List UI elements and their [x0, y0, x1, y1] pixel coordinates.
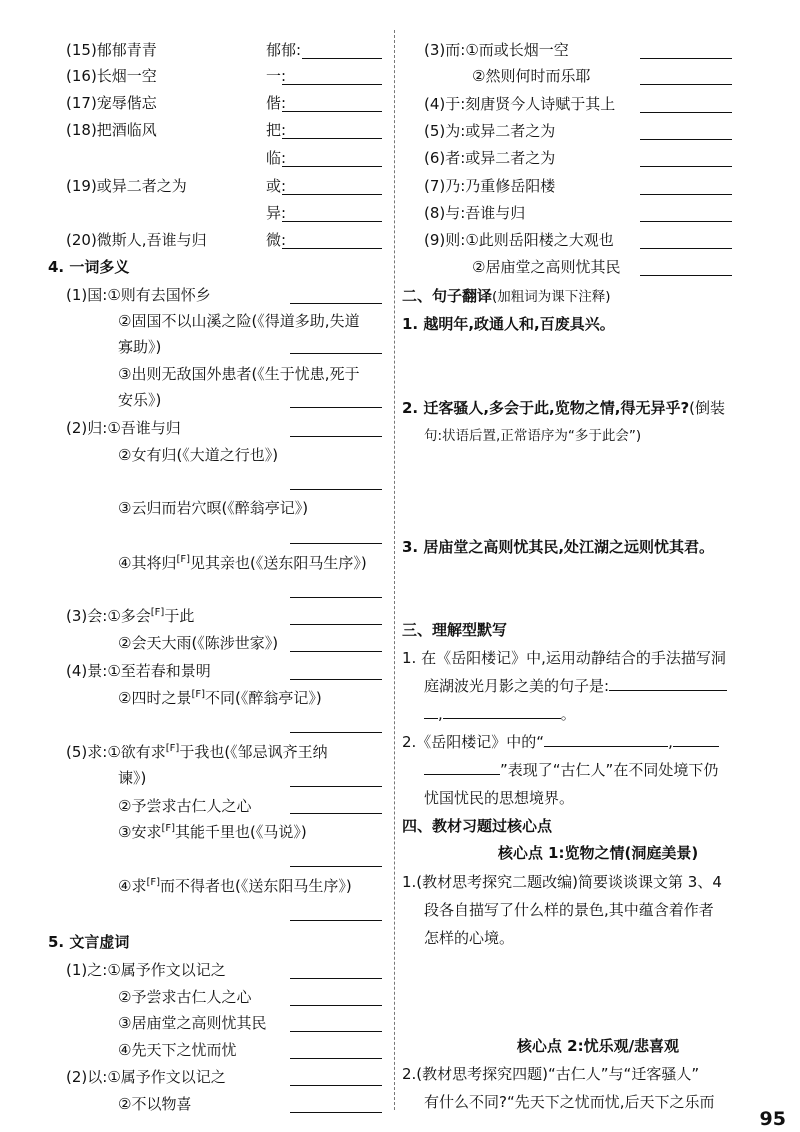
poly-hui-a: (3)会:①多会[F]于此: [66, 607, 195, 625]
vocab-19-key2: 异:: [266, 204, 287, 222]
answer-blank[interactable]: [290, 786, 382, 787]
poly-qiu-b: ②予尝求古仁人之心: [118, 797, 252, 815]
exercise-1b: 段各自描写了什么样的景色,其中蕴含着作者: [424, 901, 714, 919]
answer-blank[interactable]: [290, 679, 382, 680]
answer-blank[interactable]: [640, 248, 732, 249]
xuci-nai: (7)乃:乃重修岳阳楼: [424, 177, 556, 195]
footnote-mark: [F]: [176, 554, 191, 565]
footnote-mark: [F]: [161, 823, 176, 834]
answer-blank[interactable]: [290, 1005, 382, 1006]
poly-gui-c: ③云归而岩穴暝(《醉翁亭记》): [118, 499, 309, 517]
dictation-q2a: 2.《岳阳楼记》中的“ ,: [402, 732, 719, 752]
xuci-ze-2: ②居庙堂之高则忧其民: [472, 258, 621, 276]
poly-qiu-d: ④求[F]而不得者也(《送东阳马生序》): [118, 877, 352, 895]
vocab-20-key: 微:: [266, 231, 287, 249]
xuci-yu: (4)于:刻唐贤今人诗赋于其上: [424, 95, 616, 113]
answer-blank[interactable]: [443, 718, 561, 719]
answer-blank[interactable]: [609, 690, 727, 691]
xuci-yu2: (8)与:吾谁与归: [424, 204, 526, 222]
vocab-18-key2: 临:: [266, 149, 287, 167]
poly-guo-b1: ②固国不以山溪之险(《得道多助,失道: [118, 312, 360, 330]
exercise-2a: 2.(教材思考探究四题)“古仁人”与“迁客骚人”: [402, 1065, 700, 1083]
poly-jing-b: ②四时之景[F]不同(《醉翁亭记》): [118, 689, 322, 707]
translate-q2-note: 句:状语后置,正常语序为“多于此会”): [424, 428, 642, 444]
answer-blank[interactable]: [290, 920, 382, 921]
translate-q3: 3. 居庙堂之高则忧其民,处江湖之远则忧其君。: [402, 538, 715, 556]
answer-blank[interactable]: [302, 58, 382, 59]
exercise-1c: 怎样的心境。: [424, 929, 515, 947]
exercise-2b: 有什么不同?“先天下之忧而忧,后天下之乐而: [424, 1093, 715, 1111]
answer-blank[interactable]: [673, 746, 719, 747]
xuci-zhi-4: ④先天下之忧而忧: [118, 1041, 237, 1059]
answer-blank[interactable]: [290, 1085, 382, 1086]
vocab-18: (18)把酒临风: [66, 121, 157, 139]
dictation-q2c: 忧国忧民的思想境界。: [424, 789, 575, 807]
answer-blank[interactable]: [640, 58, 732, 59]
translate-q2: 2. 迁客骚人,多会于此,览物之情,得无异乎?(倒装: [402, 399, 726, 417]
translate-q1: 1. 越明年,政通人和,百废具兴。: [402, 315, 615, 333]
poly-hui-b: ②会天大雨(《陈涉世家》): [118, 634, 279, 652]
answer-blank[interactable]: [290, 651, 382, 652]
poly-guo-b2: 寡助》): [118, 338, 162, 356]
xuci-ze-1: (9)则:①此则岳阳楼之大观也: [424, 231, 614, 249]
answer-blank[interactable]: [290, 1058, 382, 1059]
answer-blank[interactable]: [282, 138, 382, 139]
answer-blank[interactable]: [640, 166, 732, 167]
poly-guo-a: (1)国:①则有去国怀乡: [66, 286, 211, 304]
answer-blank[interactable]: [282, 84, 382, 85]
xuci-er-1: (3)而:①而或长烟一空: [424, 41, 569, 59]
dictation-q2b: ”表现了“古仁人”在不同处境下仍: [424, 760, 718, 780]
poly-qiu-a3: 谏》): [118, 769, 147, 787]
vocab-15: (15)郁郁青青: [66, 41, 157, 59]
answer-blank[interactable]: [290, 489, 382, 490]
poly-qiu-c: ③安求[F]其能千里也(《马说》): [118, 823, 307, 841]
answer-blank[interactable]: [640, 139, 732, 140]
answer-blank[interactable]: [290, 543, 382, 544]
vocab-18-key: 把:: [266, 121, 287, 139]
poly-guo-c2: 安乐》): [118, 391, 162, 409]
answer-blank[interactable]: [640, 221, 732, 222]
answer-blank[interactable]: [544, 746, 668, 747]
answer-blank[interactable]: [282, 194, 382, 195]
section-3-title: 三、理解型默写: [402, 621, 508, 639]
vocab-20: (20)微斯人,吾谁与归: [66, 231, 207, 249]
section-4-title: 四、教材习题过核心点: [402, 817, 553, 835]
answer-blank[interactable]: [640, 275, 732, 276]
footnote-mark: [F]: [150, 607, 165, 618]
section-5-title: 5. 文言虚词: [48, 933, 130, 951]
footnote-mark: [F]: [165, 743, 180, 754]
answer-blank[interactable]: [424, 774, 500, 775]
poly-jing-a: (4)景:①至若春和景明: [66, 662, 211, 680]
vocab-15-key: 郁郁:: [266, 41, 302, 59]
vocab-19-key: 或:: [266, 177, 287, 195]
section-4-title: 4. 一词多义: [48, 258, 130, 276]
answer-blank[interactable]: [290, 813, 382, 814]
vocab-16-key: 一:: [266, 67, 287, 85]
xuci-zhi-3: ③居庙堂之高则忧其民: [118, 1014, 267, 1032]
poly-guo-c1: ③出则无敌国外患者(《生于忧患,死于: [118, 365, 360, 383]
vocab-17: (17)宠辱偕忘: [66, 94, 157, 112]
xuci-er-2: ②然则何时而乐耶: [472, 67, 591, 85]
dictation-q1c: , 。: [424, 704, 576, 724]
answer-blank[interactable]: [290, 1031, 382, 1032]
answer-blank[interactable]: [290, 597, 382, 598]
footnote-mark: [F]: [191, 689, 206, 700]
answer-blank[interactable]: [282, 166, 382, 167]
answer-blank[interactable]: [290, 436, 382, 437]
answer-blank[interactable]: [290, 978, 382, 979]
xuci-wei: (5)为:或异二者之为: [424, 122, 556, 140]
answer-blank[interactable]: [640, 112, 732, 113]
answer-blank[interactable]: [290, 353, 382, 354]
column-divider: [394, 30, 395, 1110]
poly-gui-a: (2)归:①吾谁与归: [66, 419, 181, 437]
footnote-mark: [F]: [146, 877, 161, 888]
answer-blank[interactable]: [424, 718, 438, 719]
page-number: 95: [759, 1108, 786, 1130]
xuci-yi-2: ②不以物喜: [118, 1095, 192, 1113]
answer-blank[interactable]: [290, 624, 382, 625]
poly-gui-d: ④其将归[F]见其亲也(《送东阳马生序》): [118, 554, 367, 572]
answer-blank[interactable]: [640, 84, 732, 85]
answer-blank[interactable]: [640, 194, 732, 195]
dictation-q1a: 1. 在《岳阳楼记》中,运用动静结合的手法描写洞: [402, 649, 726, 667]
vocab-16: (16)长烟一空: [66, 67, 157, 85]
xuci-zhi-1: (1)之:①属予作文以记之: [66, 961, 226, 979]
answer-blank[interactable]: [290, 866, 382, 867]
core-point-2: 核心点 2:忧乐观/悲喜观: [516, 1037, 680, 1055]
answer-blank[interactable]: [290, 303, 382, 304]
answer-blank[interactable]: [290, 732, 382, 733]
answer-blank[interactable]: [290, 407, 382, 408]
answer-blank[interactable]: [282, 248, 382, 249]
right-column: [396, 0, 800, 1132]
dictation-q1b: 庭湖波光月影之美的句子是:: [424, 676, 727, 696]
xuci-yi-1: (2)以:①属予作文以记之: [66, 1068, 226, 1086]
xuci-zhi-2: ②予尝求古仁人之心: [118, 988, 252, 1006]
vocab-19: (19)或异二者之为: [66, 177, 187, 195]
left-column: [0, 0, 393, 1132]
xuci-zhe: (6)者:或异二者之为: [424, 149, 556, 167]
answer-blank[interactable]: [290, 1112, 382, 1113]
core-point-1: 核心点 1:览物之情(洞庭美景): [497, 844, 699, 862]
exercise-1a: 1.(教材思考探究二题改编)简要谈谈课文第 3、4: [402, 873, 722, 891]
vocab-17-key: 偕:: [266, 94, 287, 112]
answer-blank[interactable]: [282, 221, 382, 222]
poly-qiu-a: (5)求:①欲有求[F]于我也(《邹忌讽齐王纳: [66, 743, 328, 761]
poly-gui-b: ②女有归(《大道之行也》): [118, 446, 279, 464]
answer-blank[interactable]: [282, 111, 382, 112]
section-2-title: 二、句子翻译(加粗词为课下注释): [402, 287, 611, 305]
